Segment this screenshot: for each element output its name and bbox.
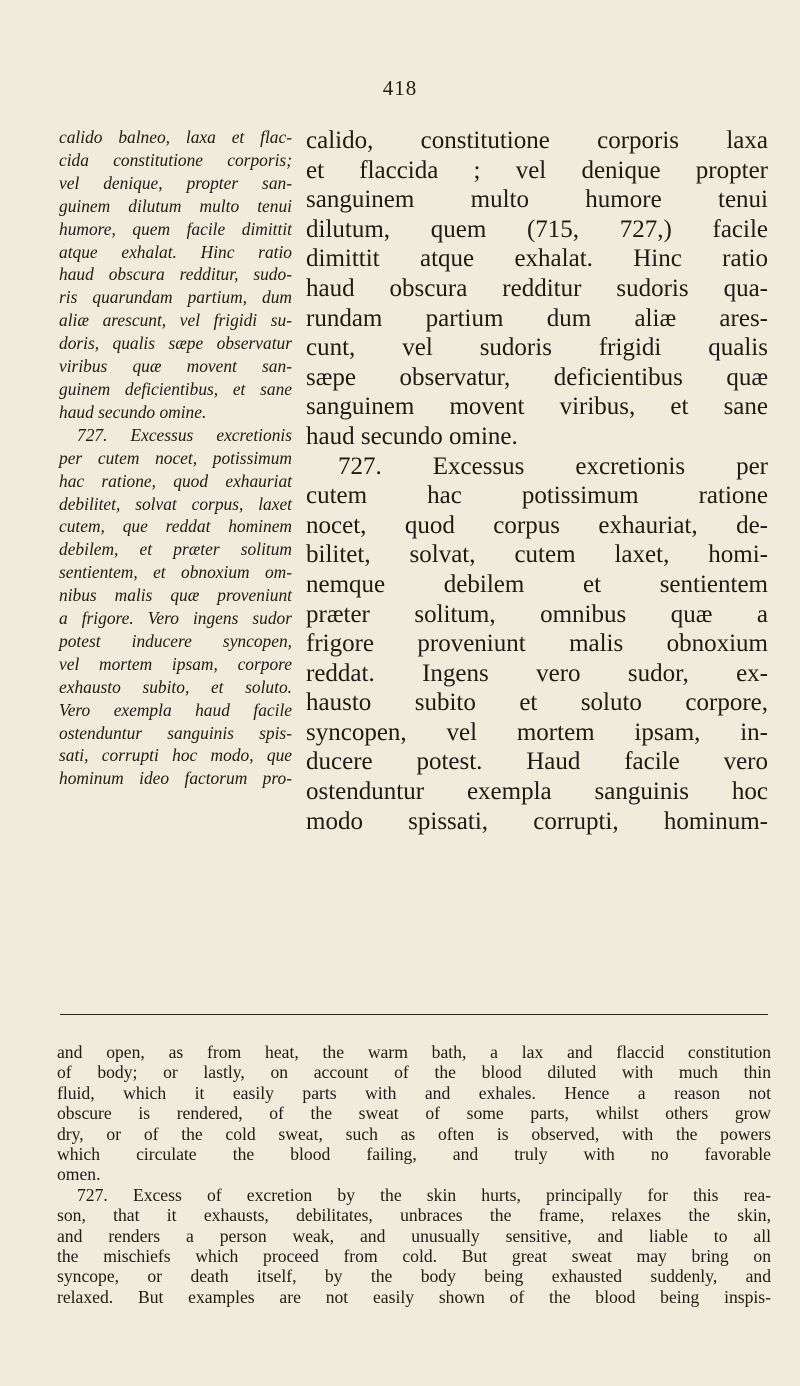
section-divider [60,1014,768,1015]
text-line: viribus quæ movent san- [59,356,292,377]
text-line: omen. [57,1164,101,1185]
text-line: sanguinem multo humore tenui [306,186,768,214]
text-line: haud secundo omine. [306,422,518,450]
text-line: cutem hac potissimum ratione [306,482,768,510]
text-line: sati, corrupti hoc modo, que [59,745,292,766]
text-line: nemque debilem et sentientem [306,570,768,598]
text-line: guinem deficientibus, et sane [59,378,292,399]
text-line: ducere potest. Haud facile vero [306,748,768,776]
latin-roman-column [306,126,768,836]
text-line: debilitet, solvat corpus, laxet [59,493,292,514]
text-line: humore, quem facile dimittit [59,218,292,239]
text-line: the mischiefs which proceed from cold. But great sweat may bring on [57,1246,771,1267]
text-line: cunt, vel sudoris frigidi qualis [306,334,768,362]
text-line: ostenduntur exempla sanguinis hoc [306,778,768,806]
text-line: haud obscura redditur sudoris qua- [306,274,768,302]
text-line: per cutem nocet, potissimum [59,447,292,468]
text-line: a frigore. Vero ingens sudor [59,608,292,629]
text-line: præter solitum, omnibus quæ a [306,600,768,628]
text-line: 727. Excessus excretionis [77,424,292,445]
text-line: sentientem, et obnoxium om- [59,562,292,583]
text-line: aliæ arescunt, vel frigidi su- [59,310,292,331]
text-line: dimittit atque exhalat. Hinc ratio [306,245,768,273]
text-line: cida constitutione corporis; [59,149,292,170]
text-line: which circulate the blood failing, and truly with no favorable [57,1144,771,1165]
text-line: dry, or of the cold sweat, such as often is observed, with the powers [57,1123,771,1144]
text-line: son, that it exhausts, debilitates, unbraces the frame, relaxes the skin, [57,1205,771,1226]
text-line: exhausto subito, et soluto. [59,676,292,697]
text-line: vel mortem ipsam, corpore [59,653,292,674]
text-line: guinem dilutum multo tenui [59,195,292,216]
text-line: frigore proveniunt malis obnoxium [306,630,768,658]
text-line: obscure is rendered, of the sweat of some parts, whilst others grow [57,1103,771,1124]
text-line: syncope, or death itself, by the body being exhausted suddenly, and [57,1266,771,1287]
text-line: modo spissati, corrupti, hominum- [306,807,768,835]
text-line: and open, as from heat, the warm bath, a lax and flaccid constitution [57,1042,771,1062]
text-line: doris, qualis sæpe observatur [59,333,292,354]
page-number: 418 [382,76,418,100]
text-line: sanguinem movent viribus, et sane [306,393,768,421]
text-line: 727. Excessus excretionis per [338,452,768,480]
text-line: nocet, quod corpus exhauriat, de- [306,511,768,539]
text-line: relaxed. But examples are not easily shown of the blood being inspis- [57,1286,771,1307]
text-line: debilem, et præter solitum [59,539,292,560]
text-line: nibus malis quæ proveniunt [59,585,292,606]
text-line: haud secundo omine. [59,401,207,422]
text-line: hac ratione, quod exhauriat [59,470,292,491]
text-line: reddat. Ingens vero sudor, ex- [306,659,768,687]
text-line: bilitet, solvat, cutem laxet, homi- [306,541,768,569]
text-line: cutem, que reddat hominem [59,516,292,537]
text-line: atque exhalat. Hinc ratio [59,241,292,262]
text-line: ris quarundam partium, dum [59,287,292,308]
text-line: ostenduntur sanguinis spis- [59,722,292,743]
text-line: calido balneo, laxa et flac- [59,127,292,147]
text-line: hominum ideo factorum pro- [59,768,292,789]
text-line: syncopen, vel mortem ipsam, in- [306,718,768,746]
text-line: 727. Excess of excretion by the skin hurts, principally for this rea- [77,1184,771,1205]
text-line: dilutum, quem (715, 727,) facile [306,215,768,243]
text-line: sæpe observatur, deficientibus quæ [306,363,768,391]
text-line: vel denique, propter san- [59,172,292,193]
text-line: et flaccida ; vel denique propter [306,156,768,184]
text-line: fluid, which it easily parts with and exhales. Hence a reason not [57,1082,771,1103]
text-line: calido, constitutione corporis laxa [306,127,768,154]
latin-italic-column [59,126,292,790]
text-line: haud obscura redditur, sudo- [59,264,292,285]
text-line: hausto subito et soluto corpore, [306,689,768,717]
text-line: potest inducere syncopen, [59,630,292,651]
text-line: rundam partium dum aliæ ares- [306,304,768,332]
text-line: of body; or lastly, on account of the blood diluted with much thin [57,1062,771,1083]
text-line: and renders a person weak, and unusually sensitive, and liable to all [57,1225,771,1246]
text-line: Vero exempla haud facile [59,699,292,720]
english-translation [57,1042,771,1307]
